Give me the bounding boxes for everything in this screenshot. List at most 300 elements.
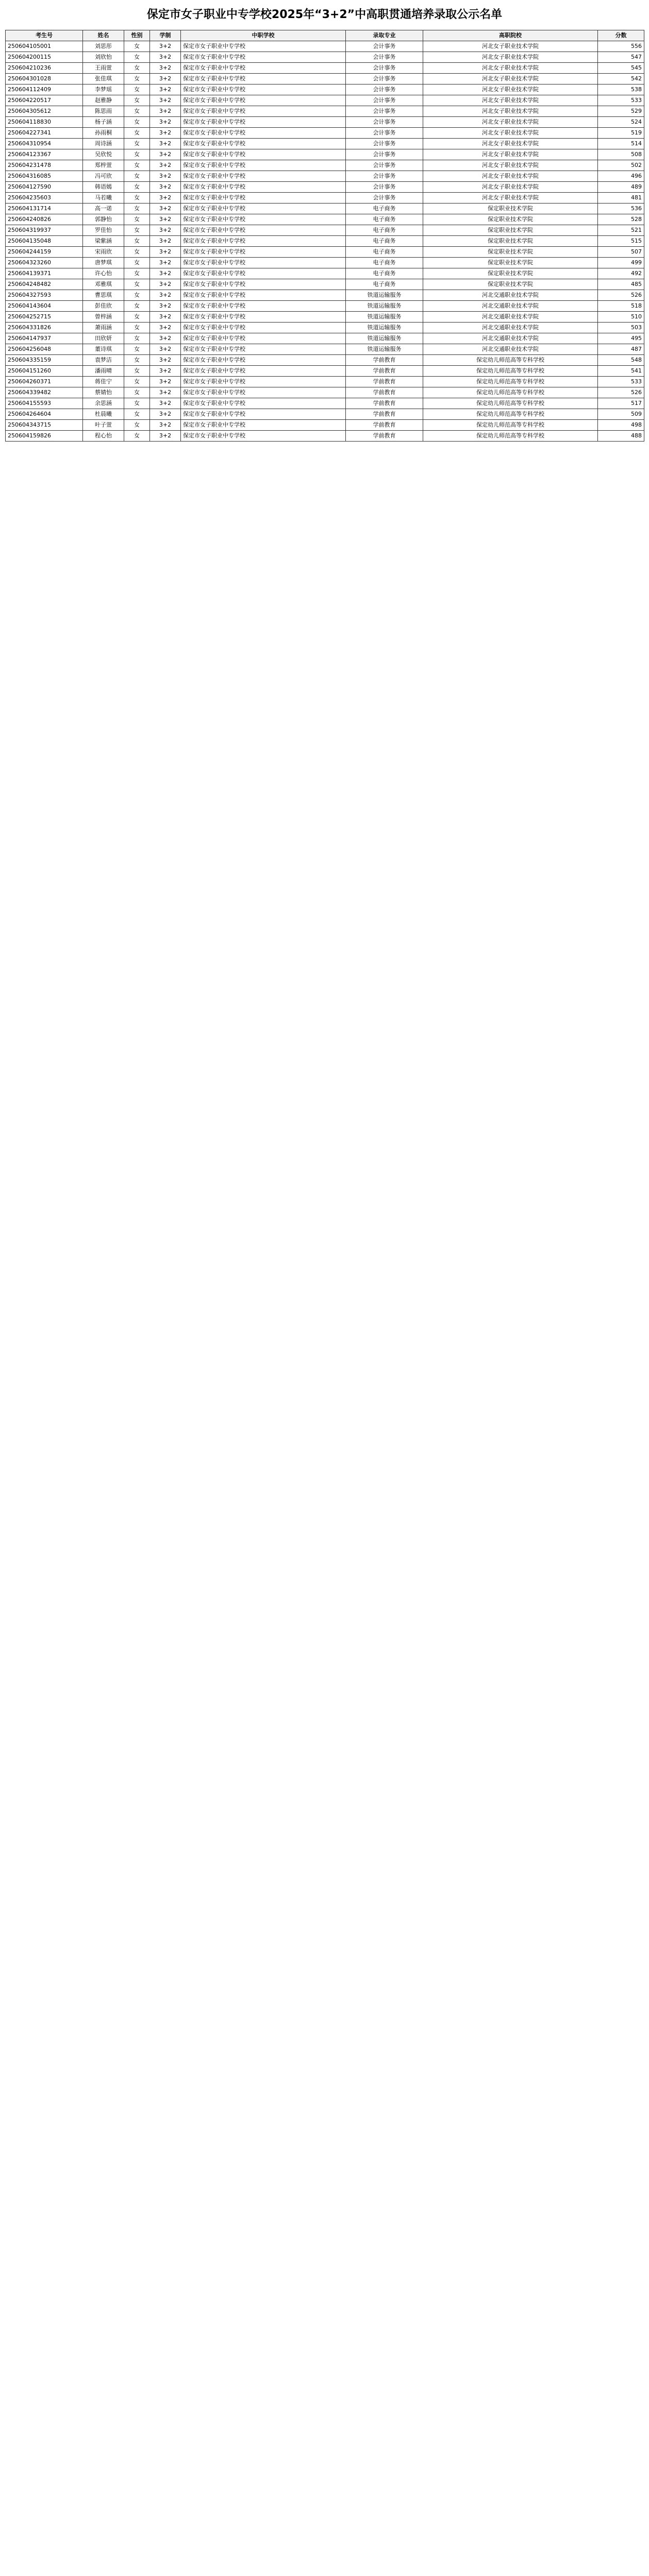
student-name-cell: 郭静怡 (83, 214, 124, 225)
secondary-school-cell: 保定市女子职业中专学校 (181, 290, 346, 301)
major-cell: 会计事务 (346, 95, 423, 106)
major-cell: 铁道运输服务 (346, 333, 423, 344)
table-row (6, 171, 644, 182)
education-cell: 3+2 (150, 355, 181, 366)
gender-cell: 女 (124, 171, 150, 182)
major-cell: 会计事务 (346, 52, 423, 63)
education-cell: 3+2 (150, 106, 181, 117)
major-cell: 电子商务 (346, 279, 423, 290)
gender-cell: 女 (124, 387, 150, 398)
exam-number-cell: 250604139371 (6, 268, 83, 279)
exam-number-cell: 250604143604 (6, 301, 83, 312)
exam-number-cell: 250604316085 (6, 171, 83, 182)
exam-number-cell: 250604331826 (6, 323, 83, 333)
exam-number-cell: 250604131714 (6, 204, 83, 214)
score-cell: 510 (598, 312, 644, 323)
education-cell: 3+2 (150, 268, 181, 279)
secondary-school-cell: 保定市女子职业中专学校 (181, 301, 346, 312)
education-cell: 3+2 (150, 377, 181, 387)
student-name-cell: 马若曦 (83, 193, 124, 204)
student-name-cell: 张佳琪 (83, 74, 124, 84)
secondary-school-cell: 保定市女子职业中专学校 (181, 323, 346, 333)
gender-cell: 女 (124, 225, 150, 236)
score-cell: 524 (598, 117, 644, 128)
exam-number-cell: 250604264604 (6, 409, 83, 420)
major-cell: 会计事务 (346, 182, 423, 193)
table-row (6, 258, 644, 268)
secondary-school-cell: 保定市女子职业中专学校 (181, 344, 346, 355)
table-row (6, 387, 644, 398)
education-cell: 3+2 (150, 95, 181, 106)
gender-cell: 女 (124, 290, 150, 301)
education-cell: 3+2 (150, 247, 181, 258)
score-cell: 502 (598, 160, 644, 171)
student-name-cell: 邓雅琪 (83, 279, 124, 290)
college-cell: 河北交通职业技术学院 (423, 290, 598, 301)
college-cell: 保定幼儿师范高等专科学校 (423, 377, 598, 387)
exam-number-cell: 250604231478 (6, 160, 83, 171)
education-cell: 3+2 (150, 387, 181, 398)
secondary-school-cell: 保定市女子职业中专学校 (181, 95, 346, 106)
college-cell: 河北女子职业技术学院 (423, 117, 598, 128)
score-cell: 526 (598, 290, 644, 301)
score-cell: 533 (598, 377, 644, 387)
gender-cell: 女 (124, 41, 150, 52)
secondary-school-cell: 保定市女子职业中专学校 (181, 63, 346, 74)
college-cell: 河北女子职业技术学院 (423, 149, 598, 160)
major-cell: 会计事务 (346, 74, 423, 84)
page-title: 保定市女子职业中专学校2025年“3+2”中高职贯通培养录取公示名单 (146, 8, 503, 21)
student-name-cell: 郑梓萱 (83, 160, 124, 171)
major-cell: 铁道运输服务 (346, 290, 423, 301)
major-cell: 会计事务 (346, 41, 423, 52)
gender-cell: 女 (124, 279, 150, 290)
exam-number-cell: 250604319937 (6, 225, 83, 236)
student-name-cell: 韩语嫣 (83, 182, 124, 193)
gender-cell: 女 (124, 52, 150, 63)
major-cell: 铁道运输服务 (346, 323, 423, 333)
table-row (6, 279, 644, 290)
gender-cell: 女 (124, 139, 150, 149)
score-cell: 519 (598, 128, 644, 139)
column-header-exam-number: 考生号 (6, 30, 83, 41)
secondary-school-cell: 保定市女子职业中专学校 (181, 355, 346, 366)
exam-number-cell: 250604210236 (6, 63, 83, 74)
exam-number-cell: 250604244159 (6, 247, 83, 258)
major-cell: 学前教育 (346, 431, 423, 442)
college-cell: 保定职业技术学院 (423, 225, 598, 236)
column-header-secondary-school: 中职学校 (181, 30, 346, 41)
college-cell: 河北交通职业技术学院 (423, 323, 598, 333)
student-name-cell: 余思涵 (83, 398, 124, 409)
table-header-row (6, 30, 644, 41)
education-cell: 3+2 (150, 52, 181, 63)
score-cell: 515 (598, 236, 644, 247)
table-row (6, 193, 644, 204)
gender-cell: 女 (124, 431, 150, 442)
education-cell: 3+2 (150, 344, 181, 355)
exam-number-cell: 250604339482 (6, 387, 83, 398)
score-cell: 556 (598, 41, 644, 52)
exam-number-cell: 250604227341 (6, 128, 83, 139)
student-name-cell: 高一诺 (83, 204, 124, 214)
student-name-cell: 赵雅静 (83, 95, 124, 106)
education-cell: 3+2 (150, 84, 181, 95)
education-cell: 3+2 (150, 258, 181, 268)
college-cell: 保定幼儿师范高等专科学校 (423, 355, 598, 366)
major-cell: 电子商务 (346, 204, 423, 214)
score-cell: 508 (598, 149, 644, 160)
student-name-cell: 萧雨涵 (83, 323, 124, 333)
major-cell: 电子商务 (346, 247, 423, 258)
student-name-cell: 曹思琪 (83, 290, 124, 301)
gender-cell: 女 (124, 355, 150, 366)
gender-cell: 女 (124, 160, 150, 171)
student-name-cell: 冯可欣 (83, 171, 124, 182)
college-cell: 保定幼儿师范高等专科学校 (423, 366, 598, 377)
table-row (6, 344, 644, 355)
college-cell: 河北女子职业技术学院 (423, 63, 598, 74)
secondary-school-cell: 保定市女子职业中专学校 (181, 106, 346, 117)
student-name-cell: 董诗琪 (83, 344, 124, 355)
exam-number-cell: 250604310954 (6, 139, 83, 149)
score-cell: 489 (598, 182, 644, 193)
exam-number-cell: 250604135048 (6, 236, 83, 247)
secondary-school-cell: 保定市女子职业中专学校 (181, 420, 346, 431)
score-cell: 526 (598, 387, 644, 398)
student-name-cell: 陈思雨 (83, 106, 124, 117)
exam-number-cell: 250604256048 (6, 344, 83, 355)
major-cell: 学前教育 (346, 377, 423, 387)
college-cell: 河北女子职业技术学院 (423, 139, 598, 149)
college-cell: 河北交通职业技术学院 (423, 301, 598, 312)
gender-cell: 女 (124, 247, 150, 258)
table-row (6, 149, 644, 160)
column-header-gender: 性别 (124, 30, 150, 41)
table-row (6, 420, 644, 431)
gender-cell: 女 (124, 420, 150, 431)
education-cell: 3+2 (150, 74, 181, 84)
gender-cell: 女 (124, 106, 150, 117)
table-row (6, 117, 644, 128)
score-cell: 498 (598, 420, 644, 431)
exam-number-cell: 250604112409 (6, 84, 83, 95)
exam-number-cell: 250604127590 (6, 182, 83, 193)
gender-cell: 女 (124, 182, 150, 193)
education-cell: 3+2 (150, 160, 181, 171)
exam-number-cell: 250604305612 (6, 106, 83, 117)
major-cell: 铁道运输服务 (346, 312, 423, 323)
table-row (6, 106, 644, 117)
exam-number-cell: 250604155593 (6, 398, 83, 409)
score-cell: 529 (598, 106, 644, 117)
education-cell: 3+2 (150, 128, 181, 139)
table-row (6, 398, 644, 409)
secondary-school-cell: 保定市女子职业中专学校 (181, 117, 346, 128)
gender-cell: 女 (124, 204, 150, 214)
college-cell: 河北交通职业技术学院 (423, 333, 598, 344)
major-cell: 学前教育 (346, 398, 423, 409)
education-cell: 3+2 (150, 431, 181, 442)
education-cell: 3+2 (150, 63, 181, 74)
table-row (6, 290, 644, 301)
exam-number-cell: 250604301028 (6, 74, 83, 84)
college-cell: 河北女子职业技术学院 (423, 41, 598, 52)
major-cell: 会计事务 (346, 171, 423, 182)
education-cell: 3+2 (150, 236, 181, 247)
college-cell: 河北女子职业技术学院 (423, 74, 598, 84)
table-row (6, 84, 644, 95)
exam-number-cell: 250604335159 (6, 355, 83, 366)
student-name-cell: 刘欣怡 (83, 52, 124, 63)
student-name-cell: 刘思彤 (83, 41, 124, 52)
major-cell: 电子商务 (346, 236, 423, 247)
college-cell: 河北女子职业技术学院 (423, 128, 598, 139)
major-cell: 会计事务 (346, 128, 423, 139)
secondary-school-cell: 保定市女子职业中专学校 (181, 193, 346, 204)
college-cell: 保定幼儿师范高等专科学校 (423, 431, 598, 442)
college-cell: 保定幼儿师范高等专科学校 (423, 420, 598, 431)
education-cell: 3+2 (150, 409, 181, 420)
gender-cell: 女 (124, 301, 150, 312)
table-row (6, 41, 644, 52)
score-cell: 541 (598, 366, 644, 377)
column-header-name: 姓名 (83, 30, 124, 41)
gender-cell: 女 (124, 84, 150, 95)
gender-cell: 女 (124, 95, 150, 106)
table-row (6, 312, 644, 323)
secondary-school-cell: 保定市女子职业中专学校 (181, 247, 346, 258)
table-row (6, 409, 644, 420)
exam-number-cell: 250604159826 (6, 431, 83, 442)
student-name-cell: 袁梦洁 (83, 355, 124, 366)
table-row (6, 204, 644, 214)
table-row (6, 95, 644, 106)
major-cell: 学前教育 (346, 387, 423, 398)
college-cell: 河北交通职业技术学院 (423, 312, 598, 323)
major-cell: 电子商务 (346, 268, 423, 279)
table-row (6, 236, 644, 247)
student-name-cell: 唐梦琪 (83, 258, 124, 268)
secondary-school-cell: 保定市女子职业中专学校 (181, 312, 346, 323)
major-cell: 会计事务 (346, 139, 423, 149)
secondary-school-cell: 保定市女子职业中专学校 (181, 139, 346, 149)
secondary-school-cell: 保定市女子职业中专学校 (181, 225, 346, 236)
college-cell: 保定职业技术学院 (423, 268, 598, 279)
student-name-cell: 吴欣悦 (83, 149, 124, 160)
score-cell: 521 (598, 225, 644, 236)
education-cell: 3+2 (150, 204, 181, 214)
gender-cell: 女 (124, 377, 150, 387)
gender-cell: 女 (124, 149, 150, 160)
secondary-school-cell: 保定市女子职业中专学校 (181, 366, 346, 377)
table-row (6, 366, 644, 377)
student-name-cell: 蒋佳宁 (83, 377, 124, 387)
student-name-cell: 王雨萱 (83, 63, 124, 74)
score-cell: 548 (598, 355, 644, 366)
student-name-cell: 宋雨欣 (83, 247, 124, 258)
table-row (6, 431, 644, 442)
gender-cell: 女 (124, 323, 150, 333)
student-name-cell: 彭佳欣 (83, 301, 124, 312)
education-cell: 3+2 (150, 214, 181, 225)
college-cell: 河北女子职业技术学院 (423, 95, 598, 106)
secondary-school-cell: 保定市女子职业中专学校 (181, 74, 346, 84)
college-cell: 保定职业技术学院 (423, 236, 598, 247)
gender-cell: 女 (124, 63, 150, 74)
college-cell: 保定职业技术学院 (423, 204, 598, 214)
exam-number-cell: 250604327593 (6, 290, 83, 301)
column-header-college: 高职院校 (423, 30, 598, 41)
gender-cell: 女 (124, 268, 150, 279)
education-cell: 3+2 (150, 333, 181, 344)
college-cell: 保定幼儿师范高等专科学校 (423, 409, 598, 420)
gender-cell: 女 (124, 409, 150, 420)
table-row (6, 268, 644, 279)
score-cell: 545 (598, 63, 644, 74)
student-name-cell: 许心怡 (83, 268, 124, 279)
score-cell: 507 (598, 247, 644, 258)
education-cell: 3+2 (150, 171, 181, 182)
student-name-cell: 曾梓涵 (83, 312, 124, 323)
secondary-school-cell: 保定市女子职业中专学校 (181, 279, 346, 290)
secondary-school-cell: 保定市女子职业中专学校 (181, 431, 346, 442)
education-cell: 3+2 (150, 290, 181, 301)
table-row (6, 301, 644, 312)
gender-cell: 女 (124, 398, 150, 409)
secondary-school-cell: 保定市女子职业中专学校 (181, 377, 346, 387)
exam-number-cell: 250604323260 (6, 258, 83, 268)
table-row (6, 63, 644, 74)
college-cell: 保定职业技术学院 (423, 214, 598, 225)
score-cell: 503 (598, 323, 644, 333)
education-cell: 3+2 (150, 41, 181, 52)
secondary-school-cell: 保定市女子职业中专学校 (181, 84, 346, 95)
college-cell: 保定职业技术学院 (423, 279, 598, 290)
table-row (6, 139, 644, 149)
major-cell: 铁道运输服务 (346, 301, 423, 312)
student-name-cell: 李梦瑶 (83, 84, 124, 95)
college-cell: 保定幼儿师范高等专科学校 (423, 387, 598, 398)
secondary-school-cell: 保定市女子职业中专学校 (181, 149, 346, 160)
education-cell: 3+2 (150, 117, 181, 128)
exam-number-cell: 250604248482 (6, 279, 83, 290)
gender-cell: 女 (124, 258, 150, 268)
score-cell: 514 (598, 139, 644, 149)
gender-cell: 女 (124, 333, 150, 344)
exam-number-cell: 250604123367 (6, 149, 83, 160)
student-name-cell: 杨子涵 (83, 117, 124, 128)
secondary-school-cell: 保定市女子职业中专学校 (181, 214, 346, 225)
score-cell: 481 (598, 193, 644, 204)
gender-cell: 女 (124, 344, 150, 355)
gender-cell: 女 (124, 128, 150, 139)
admission-table (5, 30, 644, 442)
education-cell: 3+2 (150, 323, 181, 333)
education-cell: 3+2 (150, 301, 181, 312)
secondary-school-cell: 保定市女子职业中专学校 (181, 236, 346, 247)
major-cell: 会计事务 (346, 193, 423, 204)
student-name-cell: 田欣妍 (83, 333, 124, 344)
secondary-school-cell: 保定市女子职业中专学校 (181, 41, 346, 52)
score-cell: 542 (598, 74, 644, 84)
gender-cell: 女 (124, 236, 150, 247)
major-cell: 会计事务 (346, 63, 423, 74)
secondary-school-cell: 保定市女子职业中专学校 (181, 409, 346, 420)
major-cell: 会计事务 (346, 160, 423, 171)
education-cell: 3+2 (150, 366, 181, 377)
college-cell: 河北女子职业技术学院 (423, 84, 598, 95)
secondary-school-cell: 保定市女子职业中专学校 (181, 333, 346, 344)
table-row (6, 323, 644, 333)
secondary-school-cell: 保定市女子职业中专学校 (181, 171, 346, 182)
college-cell: 河北女子职业技术学院 (423, 160, 598, 171)
college-cell: 河北女子职业技术学院 (423, 52, 598, 63)
score-cell: 495 (598, 333, 644, 344)
table-body (6, 41, 644, 442)
score-cell: 496 (598, 171, 644, 182)
secondary-school-cell: 保定市女子职业中专学校 (181, 128, 346, 139)
major-cell: 学前教育 (346, 366, 423, 377)
column-header-major: 录取专业 (346, 30, 423, 41)
education-cell: 3+2 (150, 149, 181, 160)
exam-number-cell: 250604240826 (6, 214, 83, 225)
column-header-education: 学制 (150, 30, 181, 41)
table-row (6, 247, 644, 258)
exam-number-cell: 250604200115 (6, 52, 83, 63)
table-row (6, 182, 644, 193)
score-cell: 509 (598, 409, 644, 420)
table-row (6, 128, 644, 139)
table-row (6, 214, 644, 225)
secondary-school-cell: 保定市女子职业中专学校 (181, 204, 346, 214)
college-cell: 保定职业技术学院 (423, 247, 598, 258)
student-name-cell: 孙雨桐 (83, 128, 124, 139)
student-name-cell: 周诗涵 (83, 139, 124, 149)
exam-number-cell: 250604105001 (6, 41, 83, 52)
score-cell: 499 (598, 258, 644, 268)
table-row (6, 74, 644, 84)
secondary-school-cell: 保定市女子职业中专学校 (181, 258, 346, 268)
student-name-cell: 潘雨晴 (83, 366, 124, 377)
college-cell: 河北女子职业技术学院 (423, 171, 598, 182)
column-header-score: 分数 (598, 30, 644, 41)
major-cell: 会计事务 (346, 84, 423, 95)
exam-number-cell: 250604118830 (6, 117, 83, 128)
score-cell: 485 (598, 279, 644, 290)
major-cell: 电子商务 (346, 214, 423, 225)
secondary-school-cell: 保定市女子职业中专学校 (181, 52, 346, 63)
table-row (6, 355, 644, 366)
education-cell: 3+2 (150, 225, 181, 236)
table-row (6, 52, 644, 63)
major-cell: 会计事务 (346, 117, 423, 128)
secondary-school-cell: 保定市女子职业中专学校 (181, 398, 346, 409)
score-cell: 518 (598, 301, 644, 312)
major-cell: 学前教育 (346, 409, 423, 420)
student-name-cell: 蔡婧怡 (83, 387, 124, 398)
student-name-cell: 罗佳怡 (83, 225, 124, 236)
score-cell: 492 (598, 268, 644, 279)
major-cell: 电子商务 (346, 258, 423, 268)
secondary-school-cell: 保定市女子职业中专学校 (181, 182, 346, 193)
gender-cell: 女 (124, 193, 150, 204)
education-cell: 3+2 (150, 139, 181, 149)
major-cell: 电子商务 (346, 225, 423, 236)
college-cell: 保定职业技术学院 (423, 258, 598, 268)
college-cell: 保定幼儿师范高等专科学校 (423, 398, 598, 409)
gender-cell: 女 (124, 74, 150, 84)
